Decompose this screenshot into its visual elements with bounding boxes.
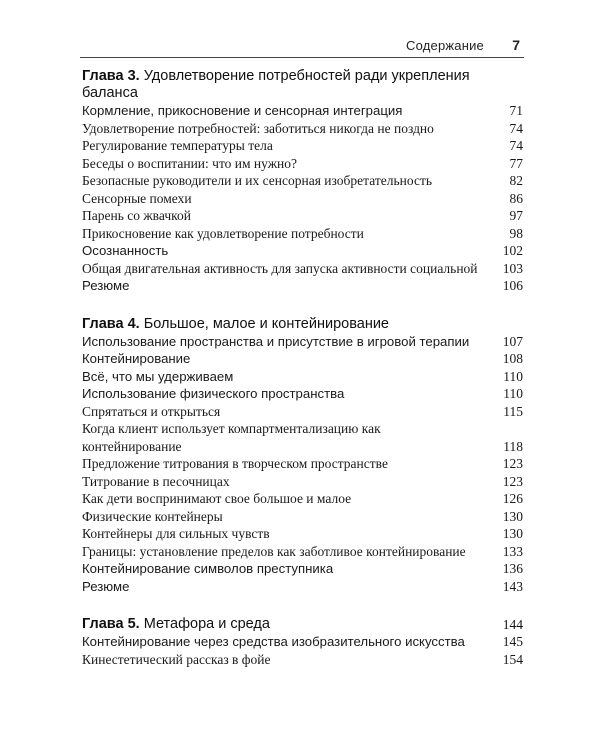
toc-entry-page: 130: [502, 526, 523, 541]
toc-entry-title: Беседы о воспитании: что им нужно?: [82, 155, 298, 171]
toc-entry: [82, 490, 523, 508]
toc-entry-title: Использование пространства и присутствие в игровой терапии: [82, 333, 470, 349]
running-head-title: Содержание: [406, 38, 484, 53]
toc-entry-page: 98: [509, 225, 523, 241]
toc-entry-title: Титрование в песочницах: [82, 473, 230, 489]
toc-entry-page: 133: [502, 543, 523, 559]
toc-entry-page: 82: [509, 173, 523, 188]
toc-entry: [82, 508, 523, 526]
chapter-label: Глава 4.: [82, 315, 140, 332]
toc-entry-title: Резюме: [82, 278, 130, 293]
toc-entry: [82, 102, 523, 120]
toc-entry-title: Резюме: [82, 578, 130, 594]
toc-entry: [82, 172, 523, 190]
toc-entry-title: Сенсорные помехи: [82, 190, 192, 206]
toc-entry: [82, 368, 523, 386]
chapter-heading: [82, 316, 523, 333]
toc-entry: [82, 455, 523, 473]
toc-entry-title: Удовлетворение потребностей: заботиться никогда не поздно: [82, 120, 434, 136]
toc-entry-page: 86: [509, 190, 523, 206]
toc-entry-page: 74: [509, 138, 523, 153]
chapter-section: [82, 616, 523, 668]
toc-entry: [82, 633, 523, 651]
toc-entry: [82, 333, 523, 351]
toc-entry: [82, 403, 523, 421]
toc-entry-title: Когда клиент использует компартментализацию как контейнирование: [82, 421, 381, 454]
toc-entry-title: Общая двигательная активность для запуска активности социальной: [82, 260, 478, 276]
toc-entry-page: 107: [502, 333, 523, 349]
toc-entry: [82, 190, 523, 208]
toc-entry-title: Регулирование температуры тела: [82, 138, 273, 153]
toc-entry-title: Всё, что мы удерживаем: [82, 368, 234, 384]
toc-entry-page: 126: [502, 491, 523, 506]
toc-entry: [82, 225, 523, 243]
toc-entry-title: Контейнирование: [82, 351, 191, 366]
toc-entry: [82, 473, 523, 491]
toc-entry-page: 145: [502, 634, 523, 649]
toc-entry-page: 123: [502, 456, 523, 471]
toc-entry-page: 130: [502, 508, 523, 524]
page-number: 7: [512, 37, 520, 53]
toc-entry: [82, 350, 523, 368]
chapter-section: [82, 68, 523, 295]
toc-entry-page: 97: [509, 208, 523, 223]
toc-entry-title: Как дети воспринимают свое большое и малое: [82, 491, 352, 506]
toc-entry-title: Контейнеры для сильных чувств: [82, 526, 270, 541]
toc-entry-page: 136: [502, 561, 523, 576]
toc-entry: [82, 155, 523, 173]
toc-entry: [82, 137, 523, 155]
toc-entry-page: 123: [502, 473, 523, 489]
chapter-heading: [82, 68, 523, 102]
header-rule: [80, 57, 524, 58]
toc-entry-page: 110: [503, 386, 523, 401]
toc-entry: [82, 560, 523, 578]
toc-entry: [82, 277, 523, 295]
toc-entry-title: Границы: установление пределов как заботливое контейнирование: [82, 543, 466, 559]
toc-entry-title: Кормление, прикосновение и сенсорная интеграция: [82, 103, 403, 118]
toc-entry: [82, 120, 523, 138]
chapter-label: Глава 3.: [82, 68, 140, 84]
toc-entry: [82, 420, 523, 455]
toc-entry: [82, 651, 523, 669]
toc-entry: [82, 207, 523, 225]
running-head: [0, 38, 600, 58]
chapter-section: [82, 316, 523, 596]
chapter-title: Метафора и среда: [143, 616, 270, 632]
toc-entry-title: Парень со жвачкой: [82, 208, 191, 223]
toc-entry-page: 102: [502, 243, 523, 258]
toc-entry: [82, 578, 523, 596]
toc-entry-title: Спрятаться и открыться: [82, 403, 221, 419]
toc-entry-title: Безопасные руководители и их сенсорная изобретательность: [82, 173, 432, 188]
toc-entry: [82, 242, 523, 260]
chapter-label: Глава 5.: [82, 616, 140, 632]
toc-entry: [82, 525, 523, 543]
toc-entry-title: Кинестетический рассказ в фойе: [82, 651, 271, 667]
toc-entry-page: 103: [502, 260, 523, 276]
toc-entry-title: Физические контейнеры: [82, 508, 223, 524]
toc-entry-page: 154: [502, 651, 523, 667]
toc-entry: [82, 543, 523, 561]
toc-entry-title: Осознанность: [82, 243, 169, 258]
toc-entry-page: 106: [502, 278, 523, 293]
toc-entry-page: 118: [503, 438, 523, 454]
table-of-contents: [82, 68, 523, 689]
toc-entry-title: Прикосновение как удовлетворение потребности: [82, 225, 364, 241]
toc-entry-page: 77: [509, 155, 523, 171]
toc-entry-title: Использование физического пространства: [82, 386, 345, 401]
toc-entry: [82, 385, 523, 403]
chapter-title: Большое, малое и контейнирование: [143, 315, 389, 332]
toc-entry-page: 110: [503, 368, 523, 384]
toc-entry-page: 115: [503, 403, 523, 419]
chapter-heading: [82, 616, 523, 633]
toc-entry-title: Контейнирование через средства изобразительного искусства: [82, 634, 465, 649]
toc-entry-title: Контейнирование символов преступника: [82, 561, 334, 576]
toc-entry-page: 71: [509, 103, 523, 118]
toc-entry-page: 143: [502, 578, 523, 594]
chapter-title: Удовлетворение потребностей ради укрепления баланса: [82, 68, 470, 101]
toc-entry: [82, 260, 523, 278]
chapter-page-number: 144: [502, 617, 523, 632]
toc-entry-title: Предложение титрования в творческом пространстве: [82, 456, 388, 471]
toc-entry-page: 74: [509, 120, 523, 136]
toc-entry-page: 108: [502, 351, 523, 366]
